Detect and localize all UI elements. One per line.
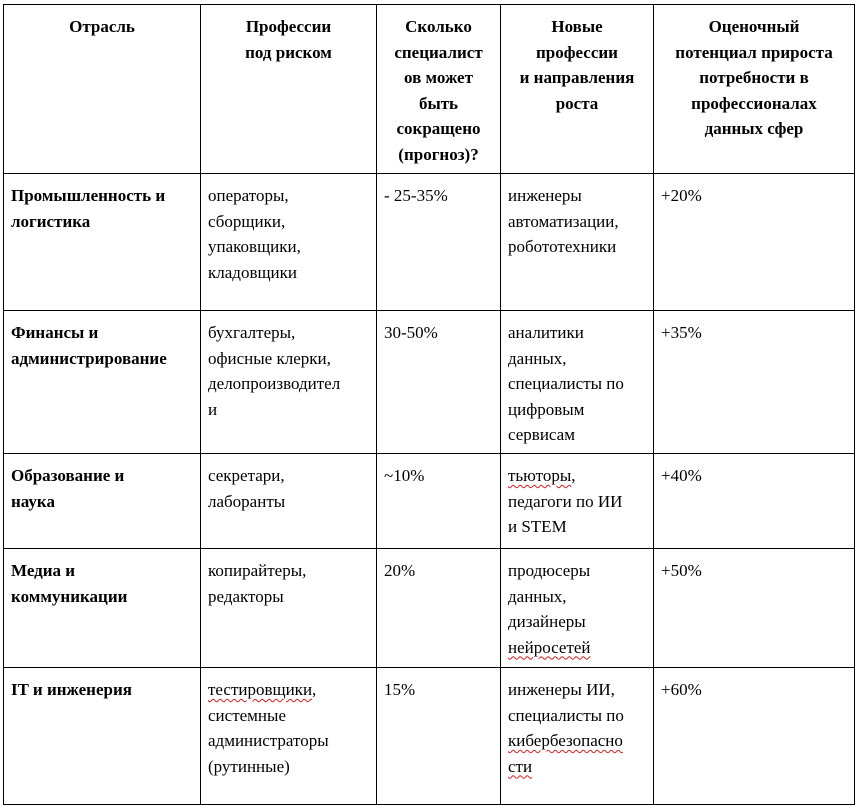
cell-text-part: инженеры ИИ, специалисты по xyxy=(508,680,624,725)
new-professions-cell xyxy=(501,549,654,668)
table-row xyxy=(4,454,855,549)
header-reduction: Сколько специалист ов может быть сокращено (прогноз)? xyxy=(377,5,501,174)
industry-cell: IT и инженерия xyxy=(4,668,201,805)
at-risk-cell: операторы, сборщики, упаковщики, кладовщики xyxy=(201,174,377,311)
cell-text-part: , системные администраторы (рутинные) xyxy=(208,680,329,776)
growth-cell: +60% xyxy=(654,668,855,805)
new-professions-cell: инженеры автоматизации, робототехники xyxy=(501,174,654,311)
new-professions-cell: аналитики данных, специалисты по цифровым сервисам xyxy=(501,311,654,454)
at-risk-cell: копирайтеры, редакторы xyxy=(201,549,377,668)
new-professions-cell xyxy=(501,668,654,805)
growth-cell: +50% xyxy=(654,549,855,668)
industry-cell: Финансы и администрирование xyxy=(4,311,201,454)
industry-cell: Промышленность и логистика xyxy=(4,174,201,311)
at-risk-cell: секретари, лаборанты xyxy=(201,454,377,549)
reduction-cell: 15% xyxy=(377,668,501,805)
cell-text-part: продюсеры данных, дизайнеры xyxy=(508,561,591,631)
professions-table xyxy=(3,4,855,805)
table-header-row xyxy=(4,5,855,174)
spellcheck-word: нейросетей xyxy=(508,637,591,657)
at-risk-cell xyxy=(201,668,377,805)
reduction-cell: - 25-35% xyxy=(377,174,501,311)
industry-cell: Образование и наука xyxy=(4,454,201,549)
spellcheck-word: тестировщики xyxy=(208,680,313,699)
spellcheck-word: кибербезопасно сти xyxy=(508,731,623,776)
table-row xyxy=(4,311,855,454)
spellcheck-word: тьюторы xyxy=(508,466,572,485)
table-row xyxy=(4,668,855,805)
header-at-risk: Профессии под риском xyxy=(201,5,377,174)
growth-cell: +40% xyxy=(654,454,855,549)
cell-text-part: , педагоги по ИИ и STEM xyxy=(508,466,623,536)
at-risk-cell: бухгалтеры, офисные клерки, делопроизводител и xyxy=(201,311,377,454)
table-row xyxy=(4,174,855,311)
growth-cell: +35% xyxy=(654,311,855,454)
table-row xyxy=(4,549,855,668)
reduction-cell: 30-50% xyxy=(377,311,501,454)
header-industry: Отрасль xyxy=(4,5,201,174)
header-growth: Оценочный потенциал прироста потребности в профессионалах данных сфер xyxy=(654,5,855,174)
industry-cell: Медиа и коммуникации xyxy=(4,549,201,668)
new-professions-cell xyxy=(501,454,654,549)
reduction-cell: 20% xyxy=(377,549,501,668)
reduction-cell: ~10% xyxy=(377,454,501,549)
header-new-professions: Новые профессии и направления роста xyxy=(501,5,654,174)
growth-cell: +20% xyxy=(654,174,855,311)
